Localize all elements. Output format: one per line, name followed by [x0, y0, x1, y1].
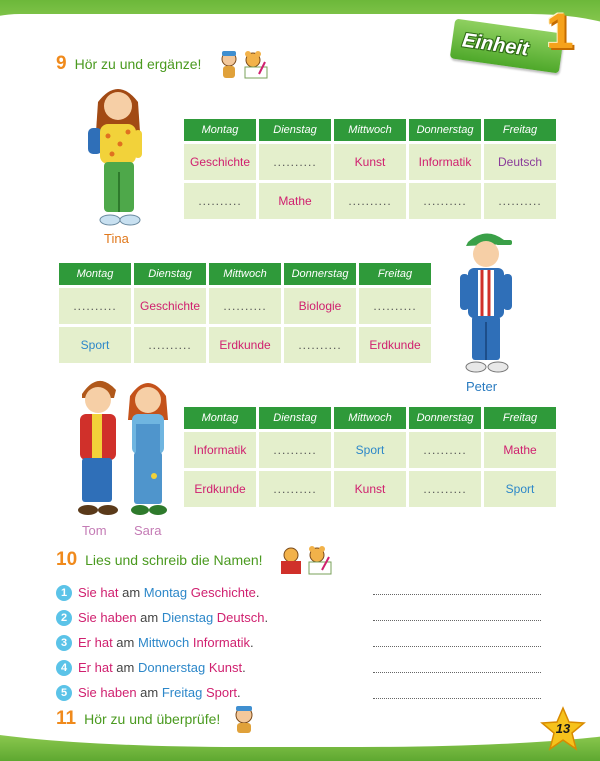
- listen-icon: [232, 704, 256, 734]
- unit-number: 1: [546, 3, 574, 59]
- subject-cell: Sport: [59, 327, 131, 363]
- day-header: Donnerstag: [409, 119, 481, 141]
- exercise-9-number: 9: [56, 53, 67, 74]
- answer-line[interactable]: [373, 671, 541, 673]
- day-header: Montag: [184, 407, 256, 429]
- sentence-number-badge: 2: [56, 610, 72, 626]
- timetable-header-row: [59, 263, 431, 285]
- day-header: Freitag: [484, 407, 556, 429]
- answer-line[interactable]: [373, 619, 541, 621]
- sentence-text-part: am: [112, 635, 138, 650]
- timetable-row: [59, 327, 431, 363]
- answer-line[interactable]: [373, 593, 541, 595]
- sentence-text-part: .: [242, 660, 246, 675]
- blank-cell[interactable]: ..........: [359, 288, 431, 324]
- timetable-row: [184, 183, 556, 219]
- sentence-text-part: Dienstag: [161, 610, 214, 625]
- tina-girl-illustration: [84, 80, 152, 230]
- sentence-text-part: Sie hat: [78, 585, 119, 600]
- sentence-item: [56, 680, 268, 705]
- sentence-item: [56, 580, 268, 605]
- timetable-row: [184, 471, 556, 507]
- sentence-text-part: Geschichte: [190, 585, 256, 600]
- day-header: Mittwoch: [334, 407, 406, 429]
- timetable-tom-sara: [181, 404, 559, 510]
- sentence-text-part: Sport: [205, 685, 238, 700]
- sentence-text-part: am: [118, 585, 144, 600]
- blank-cell[interactable]: ..........: [134, 327, 206, 363]
- exercise-9-instruction: Hör zu und ergänze!: [74, 56, 202, 72]
- answer-line[interactable]: [373, 697, 541, 699]
- day-header: Dienstag: [259, 407, 331, 429]
- tina-name-label: Tina: [104, 231, 129, 246]
- timetable-header-row: [184, 119, 556, 141]
- sentence-text-part: .: [264, 610, 269, 625]
- day-header: Montag: [59, 263, 131, 285]
- timetable-peter: [56, 260, 434, 366]
- subject-cell: Kunst: [334, 144, 406, 180]
- blank-cell[interactable]: ..........: [409, 432, 481, 468]
- day-header: Donnerstag: [284, 263, 356, 285]
- sentence-text-part: Donnerstag: [137, 660, 206, 675]
- sentence-text-part: Er hat: [78, 660, 113, 675]
- blank-cell[interactable]: ..........: [409, 471, 481, 507]
- blank-cell[interactable]: ..........: [409, 183, 481, 219]
- subject-cell: Kunst: [334, 471, 406, 507]
- page-number: 13: [555, 721, 571, 736]
- sentence-number-badge: 4: [56, 660, 72, 676]
- day-header: Dienstag: [259, 119, 331, 141]
- subject-cell: Deutsch: [484, 144, 556, 180]
- blank-cell[interactable]: ..........: [284, 327, 356, 363]
- exercise-10-number: 10: [56, 549, 78, 570]
- subject-cell: Informatik: [409, 144, 481, 180]
- timetable-header-row: [184, 407, 556, 429]
- sentence-text-part: Er hat: [78, 635, 113, 650]
- listen-and-write-icon: [215, 48, 273, 80]
- exercise-11-instruction: Hör zu und überprüfe!: [84, 711, 221, 727]
- sentence-text-part: Deutsch: [216, 610, 265, 625]
- subject-cell: Erdkunde: [184, 471, 256, 507]
- blank-cell[interactable]: ..........: [209, 288, 281, 324]
- sentence-text-part: am: [112, 660, 138, 675]
- tom-and-sara-illustration: [70, 372, 178, 520]
- sentence-text-part: Montag: [143, 585, 188, 600]
- blank-cell[interactable]: ..........: [259, 471, 331, 507]
- sentence-text-part: Sie haben: [78, 610, 137, 625]
- sentence-item: [56, 655, 268, 680]
- peter-boy-illustration: [456, 226, 518, 376]
- subject-cell: Biologie: [284, 288, 356, 324]
- sentence-text-part: .: [237, 685, 241, 700]
- tom-name-label: Tom: [82, 523, 107, 538]
- sentence-text-part: Freitag: [161, 685, 203, 700]
- subject-cell: Erdkunde: [209, 327, 281, 363]
- sentence-text-part: Sie haben: [78, 685, 137, 700]
- read-and-write-icon: [277, 544, 335, 576]
- blank-cell[interactable]: ..........: [334, 183, 406, 219]
- blank-cell[interactable]: ..........: [484, 183, 556, 219]
- exercise-10-instruction: Lies und schreib die Namen!: [85, 552, 263, 568]
- sentence-text-part: .: [255, 585, 260, 600]
- sentence-item: [56, 630, 268, 655]
- blank-cell[interactable]: ..........: [184, 183, 256, 219]
- blank-cell[interactable]: ..........: [259, 432, 331, 468]
- day-header: Dienstag: [134, 263, 206, 285]
- sentence-number-badge: 5: [56, 685, 72, 701]
- sentence-number-badge: 1: [56, 585, 72, 601]
- blank-cell[interactable]: ..........: [59, 288, 131, 324]
- sentence-text-part: Kunst: [208, 660, 243, 675]
- subject-cell: Geschichte: [134, 288, 206, 324]
- subject-cell: Informatik: [184, 432, 256, 468]
- timetable-row: [184, 144, 556, 180]
- subject-cell: Mathe: [259, 183, 331, 219]
- day-header: Freitag: [484, 119, 556, 141]
- exercise-11-heading: [56, 704, 256, 734]
- answer-line[interactable]: [373, 645, 541, 647]
- day-header: Mittwoch: [209, 263, 281, 285]
- sentence-text-part: Mittwoch: [137, 635, 190, 650]
- sentence-number-badge: 3: [56, 635, 72, 651]
- exercise-11-number: 11: [56, 708, 77, 729]
- subject-cell: Sport: [484, 471, 556, 507]
- sentence-item: [56, 605, 268, 630]
- peter-name-label: Peter: [466, 379, 498, 394]
- unit-label: Einheit: [460, 29, 530, 61]
- day-header: Mittwoch: [334, 119, 406, 141]
- timetable-tina: [181, 116, 559, 222]
- sara-name-label: Sara: [134, 523, 162, 538]
- sentence-list: [56, 580, 268, 705]
- subject-cell: Erdkunde: [359, 327, 431, 363]
- sentence-text-part: .: [249, 635, 254, 650]
- sentence-text-part: am: [136, 685, 162, 700]
- timetable-row: [184, 432, 556, 468]
- sentence-text-part: Informatik: [192, 635, 250, 650]
- sentence-text-part: am: [136, 610, 162, 625]
- subject-cell: Geschichte: [184, 144, 256, 180]
- exercise-9-heading: [56, 48, 273, 80]
- day-header: Donnerstag: [409, 407, 481, 429]
- subject-cell: Sport: [334, 432, 406, 468]
- exercise-10-heading: [56, 544, 335, 576]
- blank-cell[interactable]: ..........: [259, 144, 331, 180]
- day-header: Freitag: [359, 263, 431, 285]
- timetable-row: [59, 288, 431, 324]
- day-header: Montag: [184, 119, 256, 141]
- subject-cell: Mathe: [484, 432, 556, 468]
